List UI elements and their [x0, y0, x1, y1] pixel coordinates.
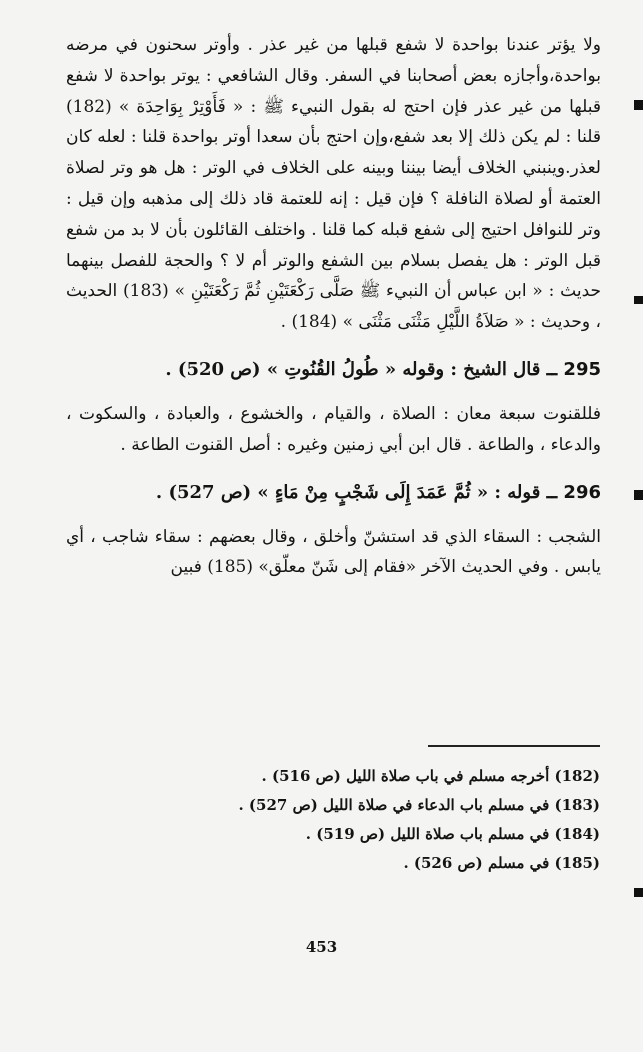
- paragraph-shajb: الشجب : السقاء الذي قد استشنّ وأخلق ، وقال بعضهم : سقاء شاجب ، أي يابس . وفي الحديث الآخر «فقام إلى شَنّ معلّق» (185) فبين: [66, 526, 601, 578]
- page-number: 453: [305, 938, 338, 956]
- section-number: 295: [563, 358, 601, 380]
- scan-edge-mark: [634, 100, 643, 110]
- footnote-183: (183) في مسلم باب الدعاء في صلاة الليل (ص 527) .: [238, 796, 600, 814]
- page-body: [66, 30, 601, 583]
- scan-edge-mark: [634, 888, 643, 897]
- paragraph-witr: ولا يؤتر عندنا بواحدة لا شفع قبلها من غير عذر . وأوتر سحنون في مرضه بواحدة،وأجازه بعض أصحابنا في السفر. وقال الشافعي : يوتر بواحدة لا شفع قبلها من غير عذر فإن احتج له بقول النبيء ﷺ : « فَأَوْتِرْ بِوَاحِدَة » (182) قلنا : لم يكن ذلك إلا بعد شفع،وإن احتج بأن سعدا أوتر بواحدة قلنا : لعله كان لعذر.وينبني الخلاف أيضا بيننا وبينه على الخلاف في الوتر : هل هو وتر لصلاة العتمة أو لصلاة النافلة ؟ فإن قيل : إنه للعتمة قاد ذلك إلى مذهبه وإن قيل : وتر للنوافل احتيج إلى شفع قبله كما قلنا . واختلف القائلون بأن لا بد من شفع قبل الوتر : هل يفصل بسلام بين الشفع والوتر أم لا ؟ والحجة للفصل بينهما حديث : « ابن عباس أن النبيء ﷺ صَلَّى رَكْعَتَيْنِ ثُمَّ رَكْعَتَيْنِ » (183) الحديث ، وحديث : « صَلاَةُ اللَّيْلِ مَثْنَى مَثْنَى » (184) .: [66, 35, 602, 333]
- section-heading-295: [66, 354, 601, 385]
- section-number: 296: [563, 481, 601, 503]
- scan-edge-mark: [634, 490, 643, 500]
- footnote-182: (182) أخرجه مسلم في باب صلاة الليل (ص 516) .: [261, 767, 600, 785]
- footnote-divider: [428, 745, 600, 747]
- section-title: ــ قال الشيخ : وقوله « طُولُ القُنُوتِ » (ص 520) .: [165, 358, 558, 380]
- footnote-184: (184) في مسلم باب صلاة الليل (ص 519) .: [305, 825, 600, 843]
- footnotes: [238, 762, 600, 878]
- footnote-185: (185) في مسلم (ص 526) .: [403, 854, 600, 872]
- section-heading-296: [66, 477, 601, 508]
- paragraph-qunut: فللقنوت سبعة معان : الصلاة ، والقيام ، والخشوع ، والعبادة ، والسكوت ، والدعاء ، والطاعة . قال ابن أبي زمنين وغيره : أصل القنوت الطاعة .: [66, 403, 601, 455]
- scan-edge-mark: [634, 296, 643, 304]
- section-title: ــ قوله : « ثُمَّ عَمَدَ إِلَى شَجْبٍ مِنْ مَاءٍ » (ص 527) .: [155, 481, 558, 503]
